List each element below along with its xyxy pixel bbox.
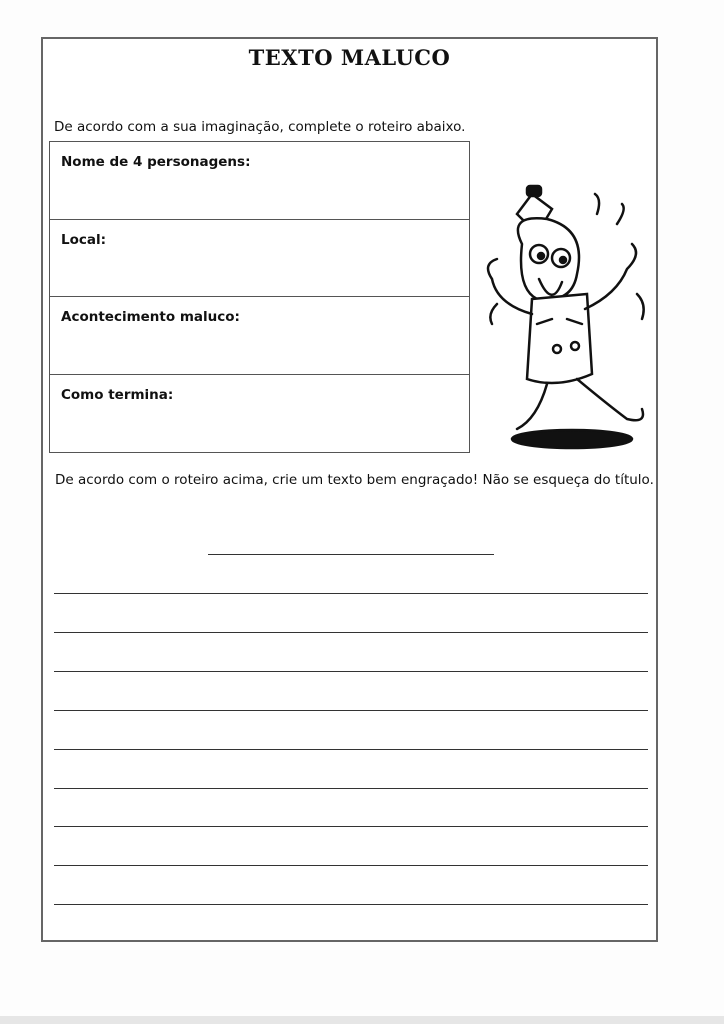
writing-line[interactable] — [54, 749, 648, 750]
roteiro-row-termina[interactable] — [50, 375, 469, 453]
writing-line[interactable] — [54, 593, 648, 594]
writing-line[interactable] — [54, 826, 648, 827]
writing-line[interactable] — [54, 710, 648, 711]
page-title: TEXTO MALUCO — [248, 45, 451, 70]
instruction-text: De acordo com a sua imaginação, complete o roteiro abaixo. — [54, 119, 466, 135]
scan-edge — [0, 1016, 724, 1024]
roteiro-row-personagens[interactable] — [50, 142, 469, 220]
roteiro-row-acontecimento[interactable] — [50, 297, 469, 375]
row-label: Como termina: — [61, 386, 174, 403]
crazy-pencil-cartoon-icon — [477, 174, 657, 459]
writing-prompt: De acordo com o roteiro acima, crie um texto bem engraçado! Não se esqueça do título. — [55, 472, 654, 488]
story-title-line[interactable] — [208, 554, 494, 555]
writing-line[interactable] — [54, 788, 648, 789]
row-label: Nome de 4 personagens: — [61, 154, 251, 170]
writing-line[interactable] — [54, 671, 648, 672]
row-label: Local: — [61, 231, 107, 248]
writing-line[interactable] — [54, 865, 648, 866]
writing-line[interactable] — [54, 904, 648, 905]
writing-line[interactable] — [54, 632, 648, 633]
worksheet — [41, 37, 658, 942]
roteiro-row-local[interactable] — [50, 220, 469, 298]
roteiro-table — [49, 141, 470, 453]
row-label: Acontecimento maluco: — [61, 309, 240, 325]
